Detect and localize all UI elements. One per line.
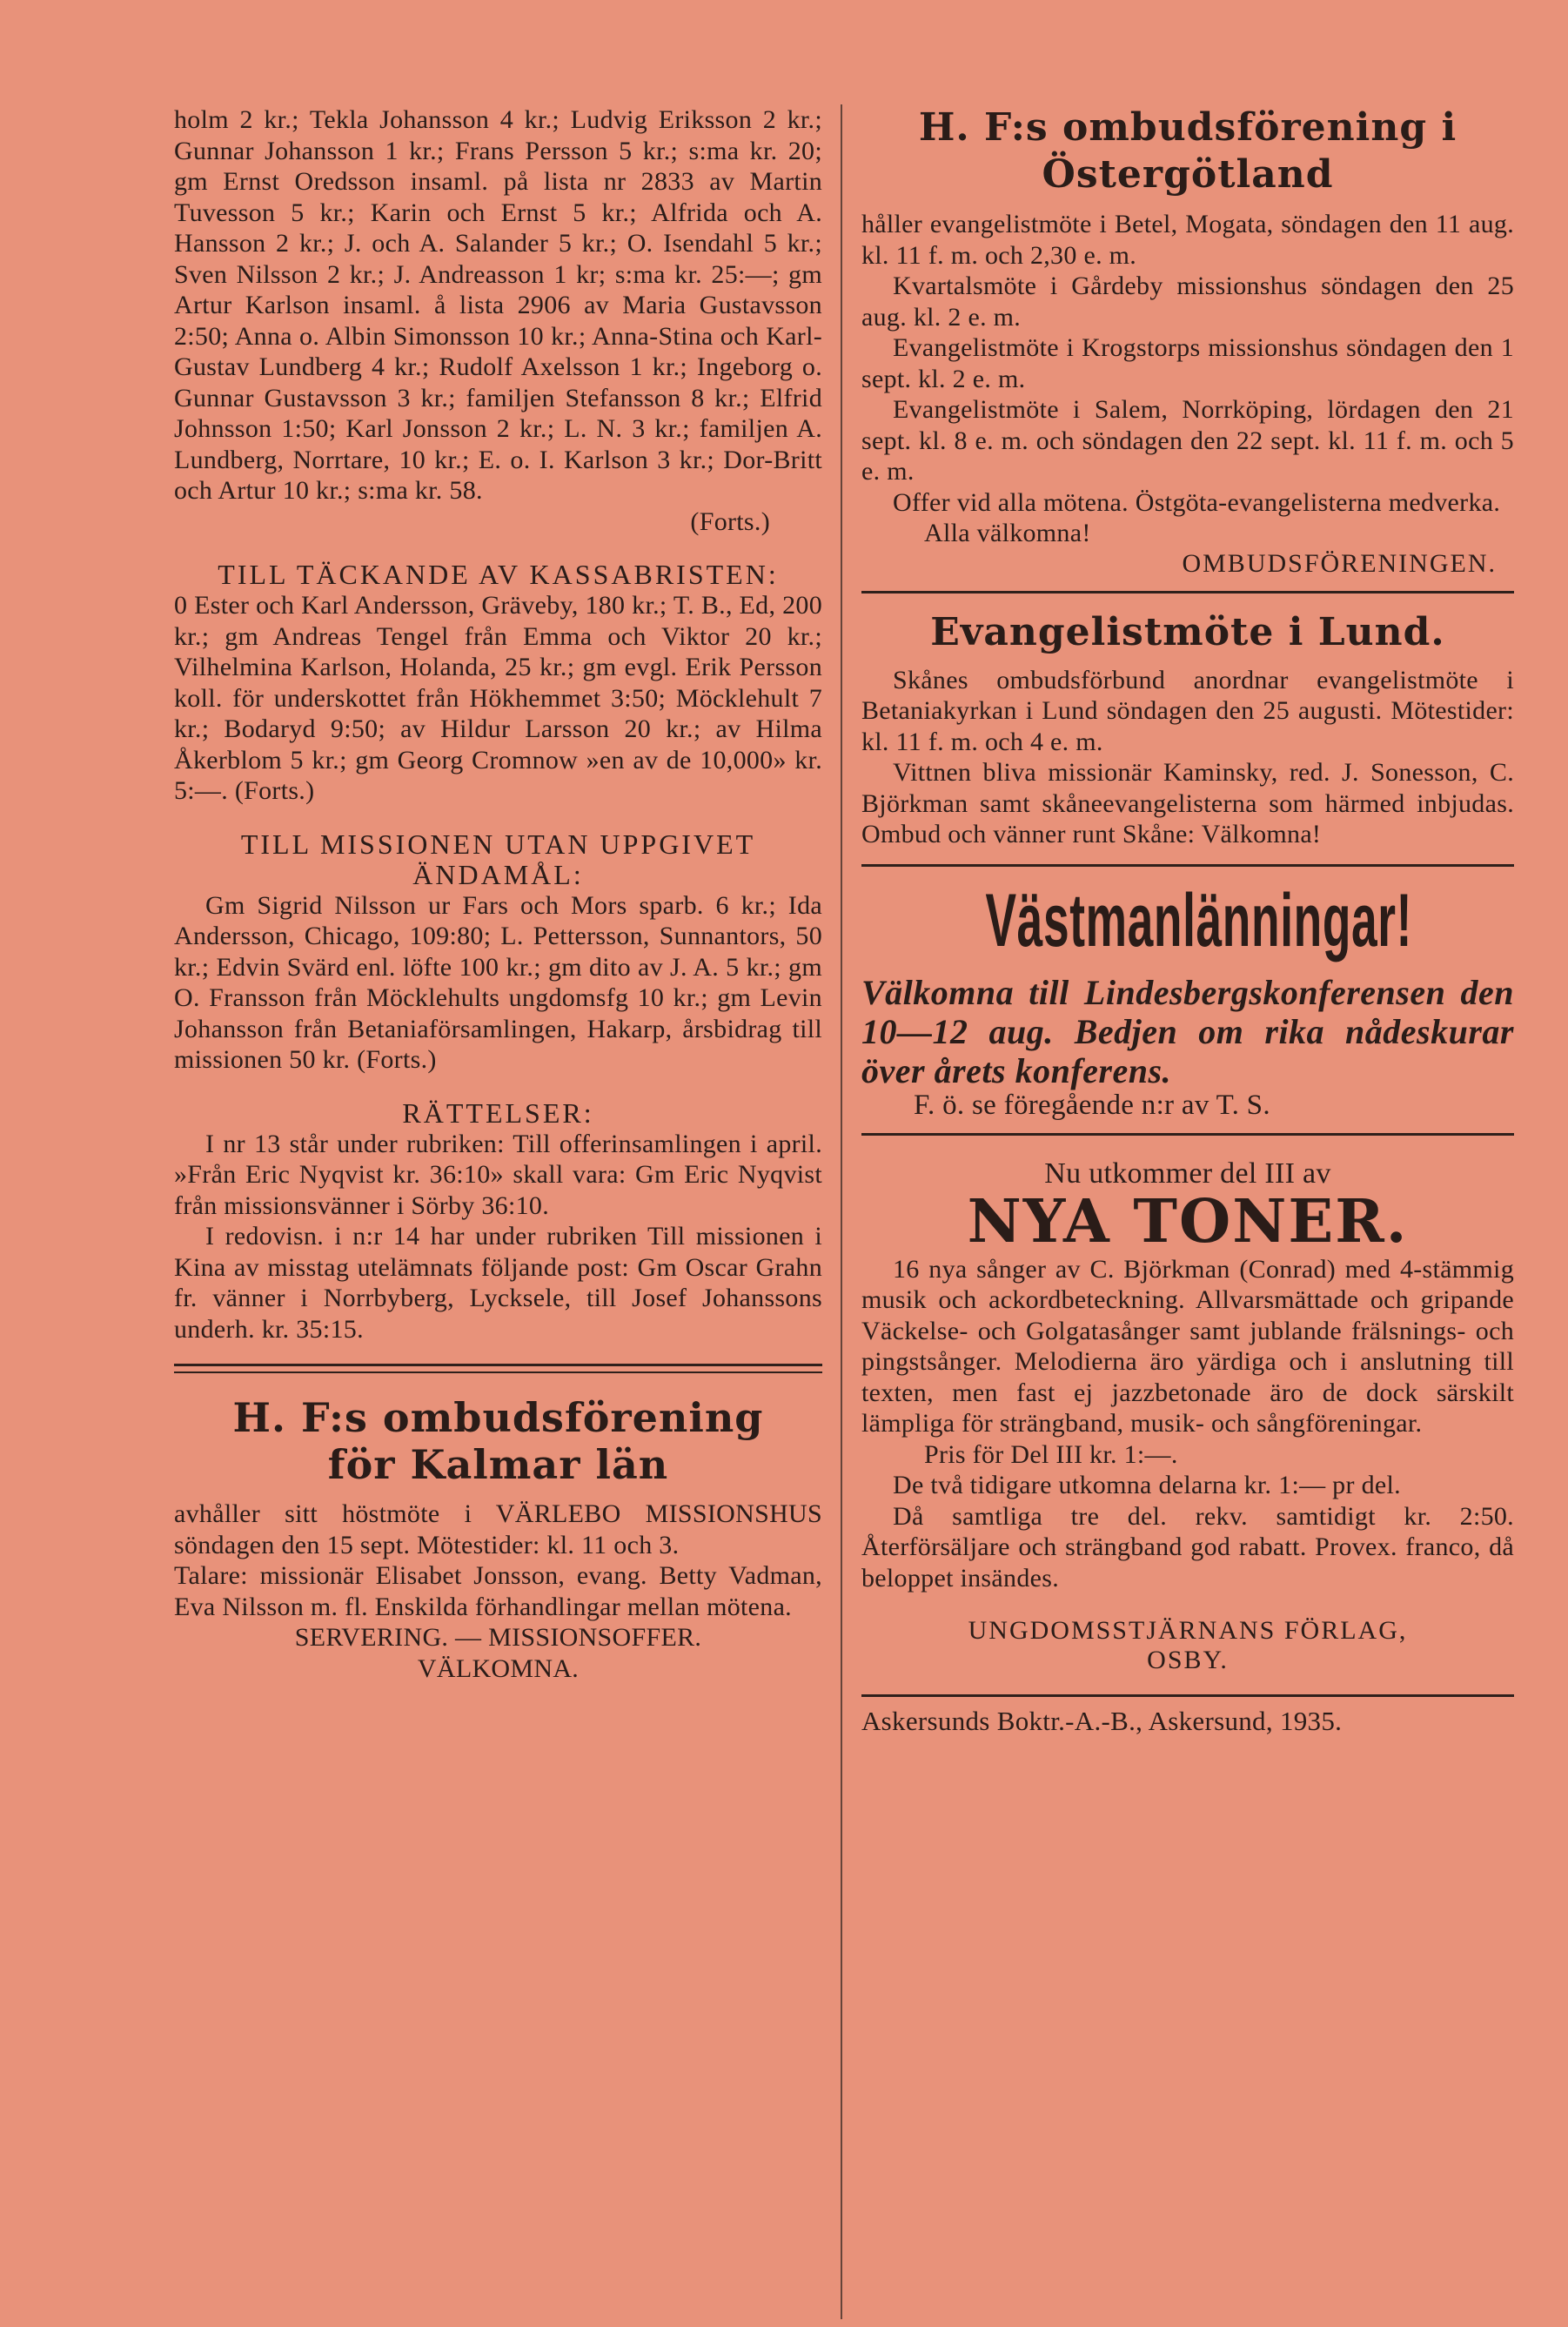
rattelser-heading: RÄTTELSER:	[402, 1096, 594, 1129]
nya-toner-paragraph-1: 16 nya sånger av C. Björkman (Conrad) med 4-stämmig musik och ackordbeteckning. Allvarsmättade och gripande Väckelse- och Golgatasånger samt jublande frälsnings- och pingstsånger. Melodierna äro yärdiga och i anslutning till texten, men fast ej jazzbetonade äro de dock särskilt lämpliga för strängband, musik- och sångföreningar.	[861, 1254, 1514, 1438]
ostergotland-paragraph-6: Alla välkomna!	[924, 519, 1091, 547]
lund-heading: Evangelistmöte i Lund.	[930, 609, 1445, 654]
kalmar-text: avhåller sitt höstmöte i VÄRLEBO MISSIONSHUS söndagen den 15 sept. Mötestider: kl. 11 och 3. Talare: missionär Elisabet Jonsson, evang. Betty Vadman, Eva Nilsson m. fl. Enskilda förhandlingar mellan mötena.	[174, 1499, 822, 1621]
vastmanlanningar-text: Välkomna till Lindesbergskonferensen den 10—12 aug. Bedjen om rika nådeskurar över årets konferens.	[861, 972, 1514, 1090]
section-rule	[861, 591, 1514, 593]
ostergotland-paragraph-4: Evangelistmöte i Salem, Norrköping, lördagen den 21 sept. kl. 8 e. m. och söndagen den 22 sept. kl. 11 f. m. och 5 e. m.	[861, 395, 1514, 486]
kalmar-heading: H. F:s ombudsförening för Kalmar län	[232, 1394, 764, 1488]
rattelser-paragraph-1: I nr 13 står under rubriken: Till offerinsamlingen i april. »Från Eric Nyqvist kr. 36:10» skall vara: Gm Eric Nyqvist från missionsvänner i Sörby 36:10.	[174, 1129, 822, 1220]
ostergotland-paragraph-1: håller evangelistmöte i Betel, Mogata, söndagen den 11 aug. kl. 11 f. m. och 2,30 e. m.	[861, 210, 1514, 270]
lund-paragraph-2: Vittnen bliva missionär Kaminsky, red. J. Sonesson, C. Björkman samt skåneevangelisterna som härmed inbjudas. Ombud och vänner runt Skåne: Välkomna!	[861, 758, 1514, 848]
nya-toner-heading: NYA TONER.	[967, 1186, 1409, 1257]
ostergotland-paragraph-5: Offer vid alla mötena. Östgöta-evangelisterna medverka.	[893, 487, 1501, 517]
ostergotland-heading: H. F:s ombudsförening i Östergötland	[918, 105, 1457, 197]
kassabrist-heading: TILL TÄCKANDE AV KASSABRISTEN:	[218, 559, 779, 590]
ostergotland-signature: OMBUDSFÖRENINGEN.	[1182, 548, 1497, 578]
forts-note: (Forts.)	[690, 506, 770, 536]
right-column	[861, 104, 1514, 1737]
utan-andamal-text: Gm Sigrid Nilsson ur Fars och Mors sparb. 6 kr.; Ida Andersson, Chicago, 109:80; L. Pettersson, Sunnantors, 50 kr.; Edvin Svärd enl. löfte 100 kr.; gm dito av J. A. 5 kr.; gm O. Fransson från Möcklehults ungdomsfg 10 kr.; gm Levin Johansson från Betaniaförsamlingen, Hakarp, årsbidrag till missionen 50 kr. (Forts.)	[174, 890, 822, 1074]
section-rule	[174, 1364, 822, 1373]
utan-andamal-heading: TILL MISSIONEN UTAN UPPGIVET ÄNDAMÅL:	[240, 828, 756, 890]
vastmanlanningar-heading: Västmanlänningar!	[985, 878, 1413, 962]
kalmar-servering: SERVERING. — MISSIONSOFFER.	[294, 1623, 702, 1652]
left-column	[174, 104, 822, 1684]
ostergotland-paragraph-2: Kvartalsmöte i Gårdeby missionshus söndagen den 25 aug. kl. 2 e. m.	[861, 272, 1514, 332]
vastmanlanningar-reference: F. ö. se föregående n:r av T. S.	[914, 1089, 1270, 1121]
lund-paragraph-1: Skånes ombudsförbund anordnar evangelistmöte i Betaniakyrkan i Lund söndagen den 25 augusti. Mötestider: kl. 11 f. m. och 4 e. m.	[861, 665, 1514, 756]
imprint-rule	[861, 1694, 1514, 1697]
kalmar-valkomna: VÄLKOMNA.	[417, 1653, 580, 1683]
rattelser-paragraph-2: I redovisn. i n:r 14 har under rubriken Till missionen i Kina av misstag utelämnats följande post: Gm Oscar Grahn fr. vänner i Norrbyberg, Lycksele, till Josef Johanssons underh. kr. 35:15.	[174, 1222, 822, 1344]
nya-toner-paragraph-3: De två tidigare utkomna delarna kr. 1:— pr del.	[893, 1471, 1401, 1499]
kassabrist-text: 0 Ester och Karl Andersson, Gräveby, 180 kr.; T. B., Ed, 200 kr.; gm Andreas Tengel från Emma och Viktor 20 kr.; Vilhelmina Karlson, Holanda, 25 kr.; gm evgl. Erik Persson koll. för underskottet från Hökhemmet 3:50; Möcklehult 7 kr.; Bodaryd 9:50; av Hildur Larsson 20 kr.; av Hilma Åkerblom 5 kr.; gm Georg Cromnow »en av de 10,000» kr. 5:—. (Forts.)	[174, 591, 822, 805]
section-rule	[861, 1133, 1514, 1136]
section-rule	[861, 864, 1514, 867]
ostergotland-paragraph-3: Evangelistmöte i Krogstorps missionshus söndagen den 1 sept. kl. 2 e. m.	[861, 333, 1514, 393]
column-divider	[841, 104, 842, 2319]
imprint: Askersunds Boktr.-A.-B., Askersund, 1935.	[861, 1706, 1343, 1736]
nya-toner-paragraph-2: Pris för Del III kr. 1:—.	[924, 1439, 1178, 1469]
nya-toner-paragraph-4: Då samtliga tre del. rekv. samtidigt kr. 2:50. Återförsäljare och strängband god rabatt. Provex. franco, då beloppet insändes.	[861, 1501, 1514, 1593]
donation-list-continued: holm 2 kr.; Tekla Johansson 4 kr.; Ludvig Eriksson 2 kr.; Gunnar Johansson 1 kr.; Frans Persson 5 kr.; s:ma kr. 20; gm Ernst Oredsson insaml. på lista nr 2833 av Martin Tuvesson 5 kr.; Karin och Ernst 5 kr.; Alfrida och A. Hansson 2 kr.; J. och A. Salander 5 kr.; O. Isendahl 5 kr.; Sven Nilsson 2 kr.; J. Andreasson 1 kr; s:ma kr. 25:—; gm Artur Karlson insaml. å lista 2906 av Maria Gustavsson 2:50; Anna o. Albin Simonsson 10 kr.; Anna-Stina och Karl-Gustav Lundberg 4 kr.; Rudolf Axelsson 1 kr.; Ingeborg o. Gunnar Gustavsson 3 kr.; familjen Stefansson 8 kr.; Elfrid Johnsson 1:50; Karl Jonsson 2 kr.; L. N. 3 kr.; familjen A. Lundberg, Norrtare, 10 kr.; E. o. I. Karlson 3 kr.; Dor-Britt och Artur 10 kr.; s:ma kr. 58.	[174, 105, 822, 505]
nya-toner-publisher: UNGDOMSSTJÄRNANS FÖRLAG, OSBY.	[968, 1616, 1408, 1674]
nya-toner-intro: Nu utkommer del III av	[1044, 1157, 1331, 1190]
